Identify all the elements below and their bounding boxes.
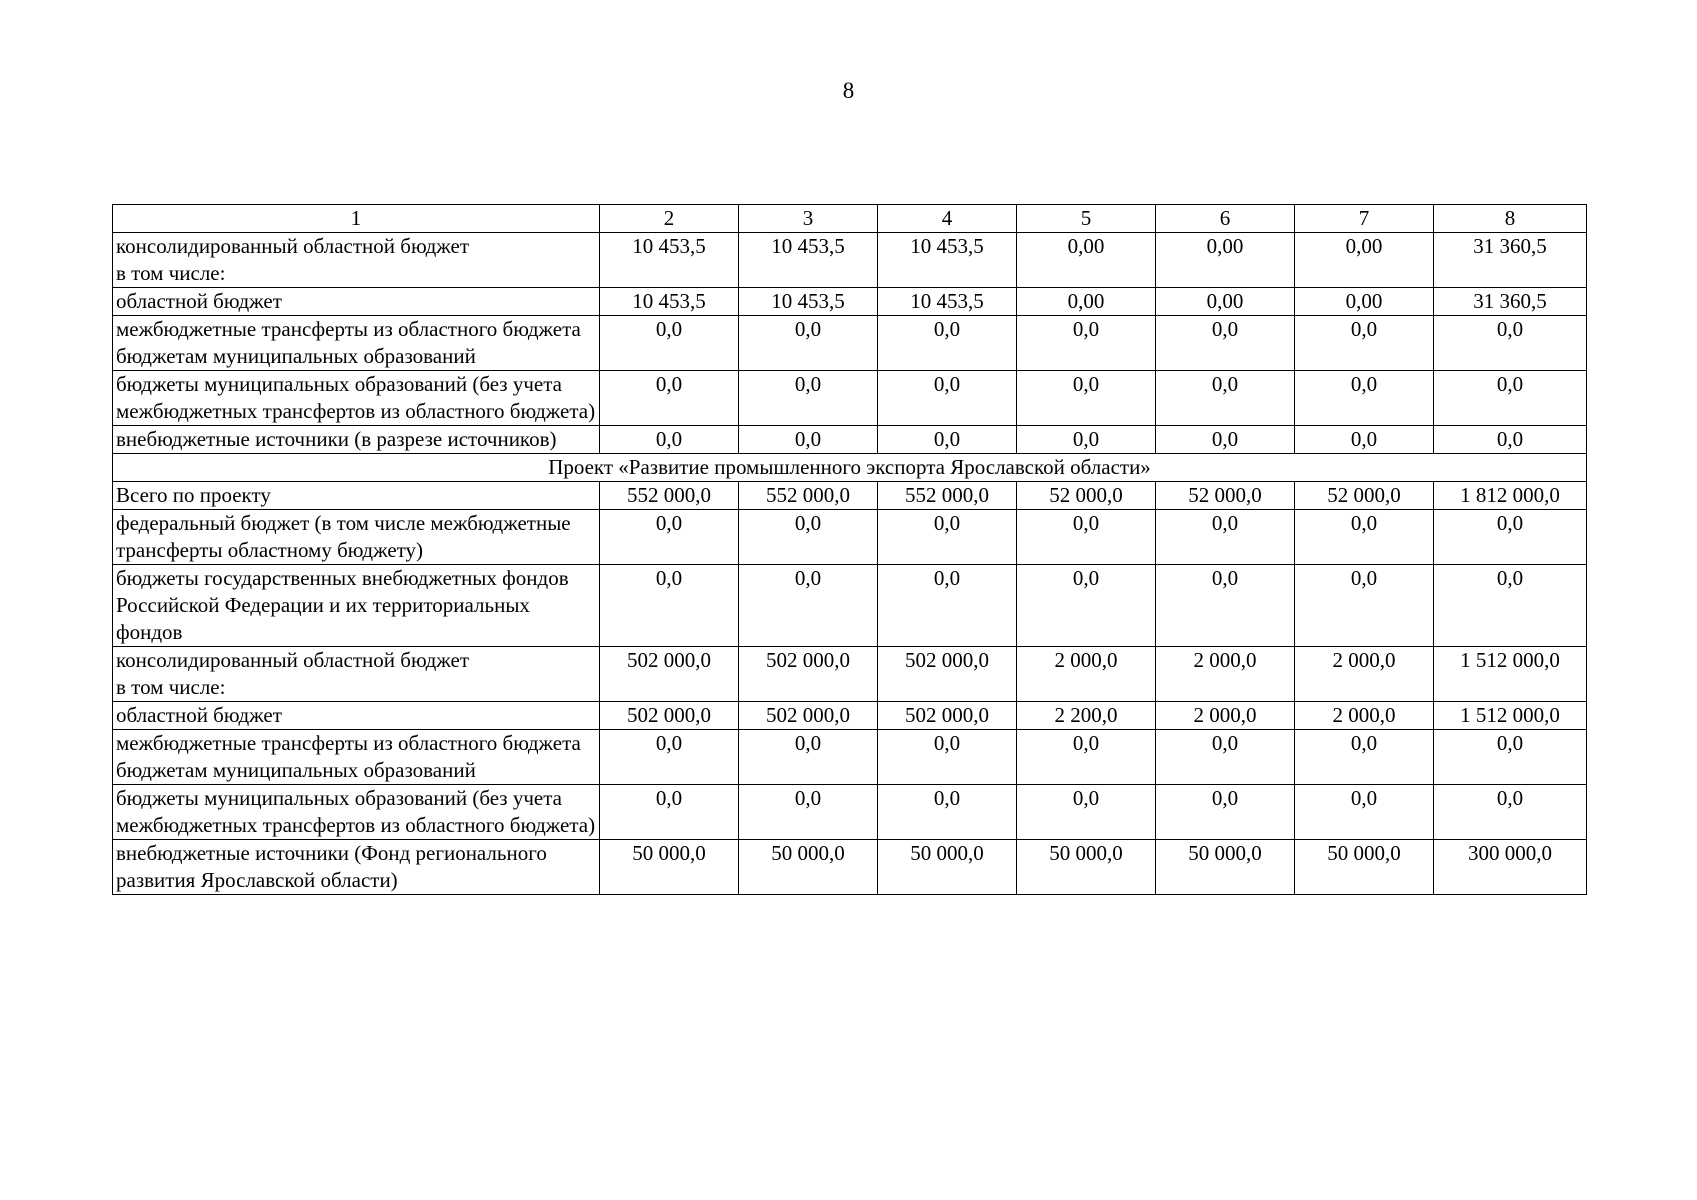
value-cell: 0,0 <box>600 730 739 785</box>
value-cell: 10 453,5 <box>600 288 739 316</box>
value-cell: 0,00 <box>1295 288 1434 316</box>
table-row <box>113 730 1587 785</box>
column-number-header: 5 <box>1017 205 1156 233</box>
value-cell: 552 000,0 <box>878 482 1017 510</box>
value-cell: 0,0 <box>600 426 739 454</box>
value-cell: 2 000,0 <box>1295 647 1434 702</box>
column-number-header: 6 <box>1156 205 1295 233</box>
table-header-row <box>113 205 1587 233</box>
value-cell: 10 453,5 <box>878 288 1017 316</box>
value-cell: 0,0 <box>739 565 878 647</box>
value-cell: 0,00 <box>1017 288 1156 316</box>
value-cell: 0,0 <box>739 510 878 565</box>
value-cell: 0,0 <box>878 316 1017 371</box>
row-label: областной бюджет <box>113 702 600 730</box>
row-label: внебюджетные источники (в разрезе источников) <box>113 426 600 454</box>
value-cell: 502 000,0 <box>600 647 739 702</box>
value-cell: 2 000,0 <box>1017 647 1156 702</box>
value-cell: 0,0 <box>878 565 1017 647</box>
value-cell: 0,0 <box>600 510 739 565</box>
value-cell: 0,0 <box>1434 371 1587 426</box>
value-cell: 0,0 <box>878 785 1017 840</box>
value-cell: 1 812 000,0 <box>1434 482 1587 510</box>
row-label: межбюджетные трансферты из областного бюджета бюджетам муниципальных образований <box>113 730 600 785</box>
value-cell: 2 000,0 <box>1156 647 1295 702</box>
value-cell: 0,0 <box>600 565 739 647</box>
value-cell: 2 200,0 <box>1017 702 1156 730</box>
value-cell: 50 000,0 <box>1017 840 1156 895</box>
table-row <box>113 233 1587 288</box>
value-cell: 0,0 <box>1156 785 1295 840</box>
value-cell: 0,0 <box>600 316 739 371</box>
value-cell: 0,0 <box>600 371 739 426</box>
value-cell: 10 453,5 <box>739 233 878 288</box>
table-row <box>113 510 1587 565</box>
value-cell: 52 000,0 <box>1156 482 1295 510</box>
value-cell: 0,0 <box>1156 316 1295 371</box>
value-cell: 502 000,0 <box>600 702 739 730</box>
value-cell: 31 360,5 <box>1434 288 1587 316</box>
value-cell: 2 000,0 <box>1156 702 1295 730</box>
value-cell: 0,0 <box>1017 565 1156 647</box>
value-cell: 0,0 <box>739 316 878 371</box>
table-row <box>113 371 1587 426</box>
section-title: Проект «Развитие промышленного экспорта Ярославской области» <box>113 454 1587 482</box>
value-cell: 10 453,5 <box>600 233 739 288</box>
value-cell: 0,0 <box>1017 316 1156 371</box>
value-cell: 0,0 <box>1434 730 1587 785</box>
value-cell: 552 000,0 <box>600 482 739 510</box>
value-cell: 52 000,0 <box>1295 482 1434 510</box>
value-cell: 0,0 <box>739 730 878 785</box>
value-cell: 50 000,0 <box>1295 840 1434 895</box>
value-cell: 0,0 <box>1156 371 1295 426</box>
value-cell: 552 000,0 <box>739 482 878 510</box>
row-label: консолидированный областной бюджет в том числе: <box>113 647 600 702</box>
table-body <box>113 205 1587 895</box>
column-number-header: 1 <box>113 205 600 233</box>
value-cell: 0,0 <box>878 510 1017 565</box>
value-cell: 300 000,0 <box>1434 840 1587 895</box>
value-cell: 0,0 <box>1295 510 1434 565</box>
value-cell: 0,0 <box>1295 785 1434 840</box>
value-cell: 10 453,5 <box>878 233 1017 288</box>
value-cell: 0,0 <box>1017 426 1156 454</box>
value-cell: 50 000,0 <box>739 840 878 895</box>
value-cell: 0,0 <box>878 426 1017 454</box>
value-cell: 0,00 <box>1017 233 1156 288</box>
value-cell: 502 000,0 <box>739 647 878 702</box>
value-cell: 0,0 <box>1434 510 1587 565</box>
value-cell: 1 512 000,0 <box>1434 647 1587 702</box>
value-cell: 0,0 <box>1156 565 1295 647</box>
value-cell: 31 360,5 <box>1434 233 1587 288</box>
value-cell: 0,0 <box>1295 426 1434 454</box>
table-row <box>113 702 1587 730</box>
column-number-header: 4 <box>878 205 1017 233</box>
value-cell: 0,0 <box>1295 565 1434 647</box>
value-cell: 0,0 <box>1156 510 1295 565</box>
value-cell: 0,0 <box>739 785 878 840</box>
table-row <box>113 288 1587 316</box>
section-row <box>113 454 1587 482</box>
value-cell: 1 512 000,0 <box>1434 702 1587 730</box>
value-cell: 0,0 <box>1434 426 1587 454</box>
value-cell: 0,0 <box>878 730 1017 785</box>
value-cell: 502 000,0 <box>739 702 878 730</box>
value-cell: 0,0 <box>1295 316 1434 371</box>
column-number-header: 2 <box>600 205 739 233</box>
value-cell: 0,00 <box>1156 233 1295 288</box>
row-label: внебюджетные источники (Фонд регионального развития Ярославской области) <box>113 840 600 895</box>
column-number-header: 3 <box>739 205 878 233</box>
value-cell: 0,0 <box>1017 371 1156 426</box>
row-label: межбюджетные трансферты из областного бюджета бюджетам муниципальных образований <box>113 316 600 371</box>
table-row <box>113 840 1587 895</box>
column-number-header: 8 <box>1434 205 1587 233</box>
table-row <box>113 785 1587 840</box>
value-cell: 0,0 <box>739 371 878 426</box>
row-label: бюджеты государственных внебюджетных фондов Российской Федерации и их территориальных фондов <box>113 565 600 647</box>
value-cell: 50 000,0 <box>1156 840 1295 895</box>
row-label: консолидированный областной бюджет в том числе: <box>113 233 600 288</box>
row-label: Всего по проекту <box>113 482 600 510</box>
value-cell: 0,00 <box>1295 233 1434 288</box>
value-cell: 0,00 <box>1156 288 1295 316</box>
value-cell: 0,0 <box>1295 371 1434 426</box>
page-number: 8 <box>842 78 855 103</box>
value-cell: 10 453,5 <box>739 288 878 316</box>
value-cell: 502 000,0 <box>878 702 1017 730</box>
row-label: областной бюджет <box>113 288 600 316</box>
table-row <box>113 647 1587 702</box>
row-label: бюджеты муниципальных образований (без учета межбюджетных трансфертов из областного бюджета) <box>113 785 600 840</box>
value-cell: 50 000,0 <box>600 840 739 895</box>
table-row <box>113 316 1587 371</box>
table-row <box>113 565 1587 647</box>
row-label: федеральный бюджет (в том числе межбюджетные трансферты областному бюджету) <box>113 510 600 565</box>
value-cell: 0,0 <box>1156 730 1295 785</box>
value-cell: 502 000,0 <box>878 647 1017 702</box>
value-cell: 0,0 <box>1156 426 1295 454</box>
value-cell: 2 000,0 <box>1295 702 1434 730</box>
table-row <box>113 482 1587 510</box>
value-cell: 0,0 <box>1434 565 1587 647</box>
value-cell: 0,0 <box>1434 316 1587 371</box>
value-cell: 0,0 <box>739 426 878 454</box>
table-row <box>113 426 1587 454</box>
value-cell: 52 000,0 <box>1017 482 1156 510</box>
value-cell: 0,0 <box>1017 785 1156 840</box>
value-cell: 0,0 <box>1017 510 1156 565</box>
value-cell: 0,0 <box>600 785 739 840</box>
value-cell: 0,0 <box>1434 785 1587 840</box>
row-label: бюджеты муниципальных образований (без учета межбюджетных трансфертов из областного бюджета) <box>113 371 600 426</box>
value-cell: 0,0 <box>878 371 1017 426</box>
budget-table <box>112 204 1587 895</box>
value-cell: 0,0 <box>1295 730 1434 785</box>
value-cell: 0,0 <box>1017 730 1156 785</box>
column-number-header: 7 <box>1295 205 1434 233</box>
value-cell: 50 000,0 <box>878 840 1017 895</box>
